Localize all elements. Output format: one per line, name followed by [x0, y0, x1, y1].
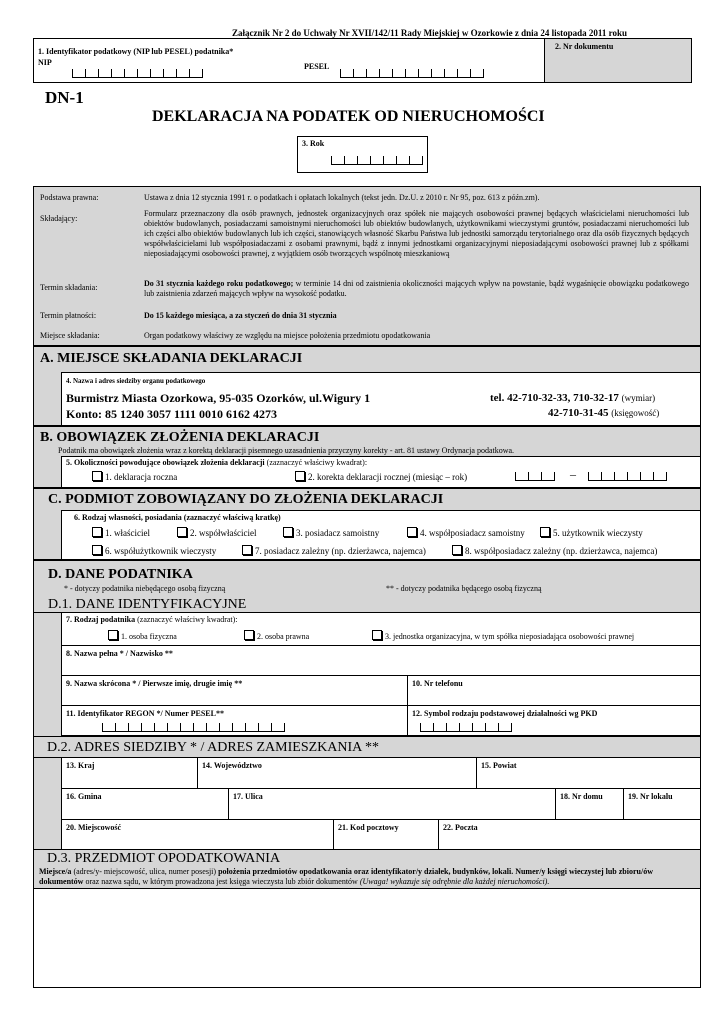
- street-label: 17. Ulica: [233, 792, 263, 801]
- country-label: 13. Kraj: [66, 761, 95, 770]
- office-box: [61, 372, 701, 426]
- d3-desc-d: oraz nazwa sądu, w którym prowadzona jest księga wieczysta lub zbiór dokumentów: [83, 877, 360, 886]
- full-name-label: 8. Nazwa pełna * / Nazwisko **: [66, 649, 173, 658]
- option-correction-label: 2. korekta deklaracji rocznej (miesiąc – rok): [308, 472, 468, 482]
- taxpayer-id-box: [33, 38, 545, 83]
- deadline-text: [144, 279, 689, 299]
- own-checkbox-1[interactable]: [92, 527, 102, 537]
- dash: –: [570, 467, 576, 481]
- d3-title: D.3. PRZEDMIOT OPODATKOWANIA: [47, 851, 281, 866]
- taxpayer-type-title: 7. Rodzaj podatnika: [66, 615, 136, 624]
- ownership-box: [61, 510, 701, 560]
- office-name: Burmistrz Miasta Ozorkowa, 95-035 Ozorków, ul.Wigury 1: [66, 391, 371, 405]
- checkbox-correction[interactable]: [295, 471, 305, 481]
- section-c: [33, 488, 701, 560]
- nip-ticks[interactable]: [72, 68, 203, 78]
- own-opt-8-label: 8. współposiadacz zależny (np. dzierżawca, najemca): [465, 546, 658, 556]
- own-opt-2-label: 2. współwłaściciel: [190, 528, 257, 538]
- own-checkbox-5[interactable]: [540, 527, 550, 537]
- own-opt-2[interactable]: [177, 527, 257, 539]
- own-opt-3-label: 3. posiadacz samoistny: [296, 528, 380, 538]
- bank-account: Konto: 85 1240 3057 1111 0010 6162 4273: [66, 407, 278, 421]
- regon-field[interactable]: [62, 706, 408, 735]
- type-natural-label: 1. osoba fizyczna: [121, 632, 177, 641]
- own-checkbox-6[interactable]: [92, 545, 102, 555]
- office-phone2-note: (księgowość): [611, 408, 660, 418]
- section-d-title: D. DANE PODATNIKA: [48, 567, 193, 582]
- correction-year-ticks[interactable]: [588, 471, 667, 481]
- own-opt-4[interactable]: [407, 527, 525, 539]
- d3-desc-c: położenia przedmiotów opodatkowania oraz identyfikator/y działek, budynków, lokali. Numer/y księgi wieczystej lub zbioru/ów dokumentów: [39, 867, 653, 886]
- type-legal[interactable]: [244, 630, 309, 642]
- own-opt-7[interactable]: [242, 545, 426, 557]
- section-b-note: Podatnik ma obowiązek złożenia wraz z korektą deklaracji pisemnego uzasadnienia przyczyny korekty - art. 81 ustawy Ordynacja podatkowa.: [58, 446, 515, 455]
- d3-desc-a: Miejsce/a: [39, 867, 72, 876]
- office-phone-2: [548, 407, 659, 419]
- office-label: 4. Nazwa i adres siedziby organu podatkowego: [66, 377, 206, 385]
- option-annual-label: 1. deklaracja roczna: [105, 472, 178, 482]
- option-correction[interactable]: [295, 471, 467, 483]
- apartment-number-label: 19. Nr lokalu: [628, 792, 673, 801]
- type-org-checkbox[interactable]: [372, 630, 382, 640]
- voivodeship-field[interactable]: [198, 758, 477, 788]
- office-phone-number: tel. 42-710-32-33, 710-32-17: [490, 392, 619, 404]
- street-field[interactable]: [229, 789, 556, 819]
- type-legal-label: 2. osoba prawna: [257, 632, 310, 641]
- own-opt-7-label: 7. posiadacz zależny (np. dzierżawca, najemca): [255, 546, 426, 556]
- taxpayer-type-label: [66, 615, 238, 625]
- short-name-row: [61, 675, 701, 706]
- city-label: 20. Miejscowość: [66, 823, 122, 832]
- page-title: DEKLARACJA NA PODATEK OD NIERUCHOMOŚCI: [152, 108, 545, 125]
- office-phone2-number: 42-710-31-45: [548, 407, 609, 419]
- short-name-field[interactable]: [62, 676, 408, 705]
- d2-header: [33, 736, 701, 758]
- own-opt-6[interactable]: [92, 545, 216, 557]
- address-row-2: [61, 788, 701, 820]
- country-field[interactable]: [62, 758, 198, 788]
- house-number-label: 18. Nr domu: [560, 792, 603, 801]
- taxpayer-type-hint: (zaznaczyć właściwy kwadrat):: [137, 615, 238, 624]
- circumstances-title: 5. Okoliczności powodujące obowiązek złożenia deklaracji: [66, 458, 265, 467]
- city-field[interactable]: [62, 820, 334, 849]
- payment-text: Do 15 każdego miesiąca, a za styczeń do dnia 31 stycznia: [144, 311, 337, 320]
- d3-header: [33, 849, 701, 889]
- apartment-number-field[interactable]: [624, 789, 701, 819]
- basis-text: Ustawa z dnia 12 stycznia 1991 r. o podatkach i opłatach lokalnych (tekst jedn. Dz.U. z 2010 r. Nr 95, poz. 613 z późn.zm).: [144, 193, 540, 202]
- taxpayer-type-row: [61, 612, 701, 646]
- house-number-field[interactable]: [556, 789, 624, 819]
- phone-label: 10. Nr telefonu: [412, 679, 463, 688]
- year-label: 3. Rok: [302, 139, 325, 148]
- deadline-label: Termin składania:: [40, 283, 98, 292]
- own-opt-5[interactable]: [540, 527, 643, 539]
- deadline-bold: Do 31 stycznia każdego roku podatkowego;: [144, 279, 294, 288]
- type-natural-checkbox[interactable]: [108, 630, 118, 640]
- own-opt-6-label: 6. współużytkownik wieczysty: [105, 546, 217, 556]
- section-a-title: A. MIEJSCE SKŁADANIA DEKLARACJI: [40, 351, 303, 366]
- deadline-rest: w terminie 14 dni od zaistnienia okoliczności mających wpływ na powstanie, bądź wygaśnięcie obowiązku podatkowego lub zaistnienia zdarzeń mających wpływ na wysokość podatku.: [144, 279, 689, 298]
- regon-ticks[interactable]: [102, 722, 285, 732]
- own-opt-3[interactable]: [283, 527, 379, 539]
- commune-field[interactable]: [62, 789, 229, 819]
- type-org-label: 3. jednostka organizacyjna, w tym spółka nieposiadająca osobowości prawnej: [385, 632, 635, 641]
- address-row-1: [61, 757, 701, 789]
- regon-row: [61, 705, 701, 736]
- own-checkbox-8[interactable]: [452, 545, 462, 555]
- postal-code-field[interactable]: [334, 820, 439, 849]
- office-phone: [490, 392, 655, 404]
- form-code: DN-1: [45, 88, 84, 107]
- own-opt-4-label: 4. współposiadacz samoistny: [420, 528, 525, 538]
- own-opt-8[interactable]: [452, 545, 657, 557]
- type-org[interactable]: [372, 630, 634, 642]
- pesel-label: PESEL: [304, 62, 330, 71]
- pesel-ticks[interactable]: [340, 68, 484, 78]
- d3-desc-e: (Uwaga! wykazuje się odrębnie dla każdej nieruchomości).: [359, 877, 550, 886]
- checkbox-annual[interactable]: [92, 471, 102, 481]
- voivodeship-label: 14. Województwo: [202, 761, 262, 770]
- payment-label: Termin płatności:: [40, 311, 97, 320]
- nip-label: NIP: [38, 58, 52, 67]
- regon-label: 11. Identyfikator REGON */ Numer PESEL**: [66, 709, 224, 718]
- own-opt-5-label: 5. użytkownik wieczysty: [553, 528, 643, 538]
- taxpayer-id-label: 1. Identyfikator podatkowy (NIP lub PESEL) podatnika*: [38, 47, 234, 56]
- place-label: Miejsce składania:: [40, 331, 100, 340]
- d1-title: D.1. DANE IDENTYFIKACYJNE: [48, 597, 247, 612]
- district-field[interactable]: [477, 758, 701, 788]
- own-checkbox-2[interactable]: [177, 527, 187, 537]
- type-natural[interactable]: [108, 630, 177, 642]
- section-b-title: B. OBOWIĄZEK ZŁOŻENIA DEKLARACJI: [40, 430, 320, 445]
- year-ticks[interactable]: [331, 155, 423, 165]
- phone-field[interactable]: [408, 676, 701, 705]
- district-label: 15. Powiat: [481, 761, 517, 770]
- section-d-note-1: * - dotyczy podatnika niebędącego osobą fizyczną: [64, 584, 226, 593]
- section-b: [33, 426, 701, 488]
- office-phone-note: (wymiar): [621, 393, 656, 403]
- header-note: Załącznik Nr 2 do Uchwały Nr XVII/142/11 Rady Miejskiej w Ozorkowie z dnia 24 listopada 2011 roku: [232, 28, 628, 38]
- section-a: [33, 346, 701, 426]
- section-d-note-2: ** - dotyczy podatnika będącego osobą fizyczną: [386, 584, 542, 593]
- commune-label: 16. Gmina: [66, 792, 102, 801]
- option-annual[interactable]: [92, 471, 177, 483]
- pkd-label: 12. Symbol rodzaju podstawowej działalności wg PKD: [412, 709, 598, 718]
- filer-label: Składający:: [40, 214, 78, 223]
- own-checkbox-4[interactable]: [407, 527, 417, 537]
- document-number-label: 2. Nr dokumentu: [555, 42, 614, 51]
- own-checkbox-3[interactable]: [283, 527, 293, 537]
- post-office-field[interactable]: [439, 820, 701, 849]
- d3-description: [39, 867, 694, 887]
- circumstances-box: [61, 456, 701, 488]
- filer-text: Formularz przeznaczony dla osób prawnych, jednostek organizacyjnych oraz spółek nie mających osobowości prawnej będących właścicielami nieruchomości lub obiektów budowlanych, posiadaczami samoistnymi nieruchomości lub obiektów budowlanych, użytkownikami wieczystymi gruntów, posiadaczami nieruchomości lub ich części albo obiektów budowlanych lub ich części, stanowiących własność Skarbu Państwa lub jednostki samorządu terytorialnego oraz dla osób fizycznych będących współwłaścicielami lub współposiadaczami z osobami prawnymi, bądź z innymi jednostkami organizacyjnymi nieposiadającymi osobowości prawnej lub z spółkami nieposiadającymi osobowości prawnej, z wyjątkiem osób tworzących wspólnotę mieszkaniową: [144, 209, 689, 258]
- own-opt-1-label: 1. właściciel: [105, 528, 150, 538]
- post-office-label: 22. Poczta: [443, 823, 478, 832]
- document-number-box: [544, 38, 692, 83]
- own-checkbox-7[interactable]: [242, 545, 252, 555]
- pkd-ticks[interactable]: [420, 722, 512, 732]
- correction-month-ticks[interactable]: [515, 471, 555, 481]
- type-legal-checkbox[interactable]: [244, 630, 254, 640]
- address-row-3: [61, 819, 701, 850]
- full-name-field[interactable]: [61, 645, 701, 676]
- basis-label: Podstawa prawna:: [40, 193, 99, 202]
- d3-desc-b: (adres/y- miejscowość, ulica, numer posesji): [71, 867, 219, 876]
- subject-of-taxation-area[interactable]: [34, 889, 700, 987]
- short-name-label: 9. Nazwa skrócona * / Pierwsze imię, drugie imię **: [66, 679, 243, 688]
- circumstances-label: [66, 458, 367, 468]
- own-opt-1[interactable]: [92, 527, 150, 539]
- section-c-title: C. PODMIOT ZOBOWIĄZANY DO ZŁOŻENIA DEKLARACJI: [48, 492, 444, 507]
- d2-title: D.2. ADRES SIEDZIBY * / ADRES ZAMIESZKANIA **: [47, 740, 379, 755]
- ownership-label: 6. Rodzaj własności, posiadania (zaznaczyć właściwą kratkę): [74, 513, 281, 522]
- circumstances-hint: (zaznaczyć właściwy kwadrat):: [266, 458, 368, 467]
- postal-code-label: 21. Kod pocztowy: [338, 823, 399, 832]
- year-box[interactable]: [297, 136, 428, 173]
- pkd-field[interactable]: [408, 706, 701, 735]
- place-text: Organ podatkowy właściwy ze względu na miejsce położenia przedmiotu opodatkowania: [144, 331, 431, 340]
- info-block: [33, 186, 701, 346]
